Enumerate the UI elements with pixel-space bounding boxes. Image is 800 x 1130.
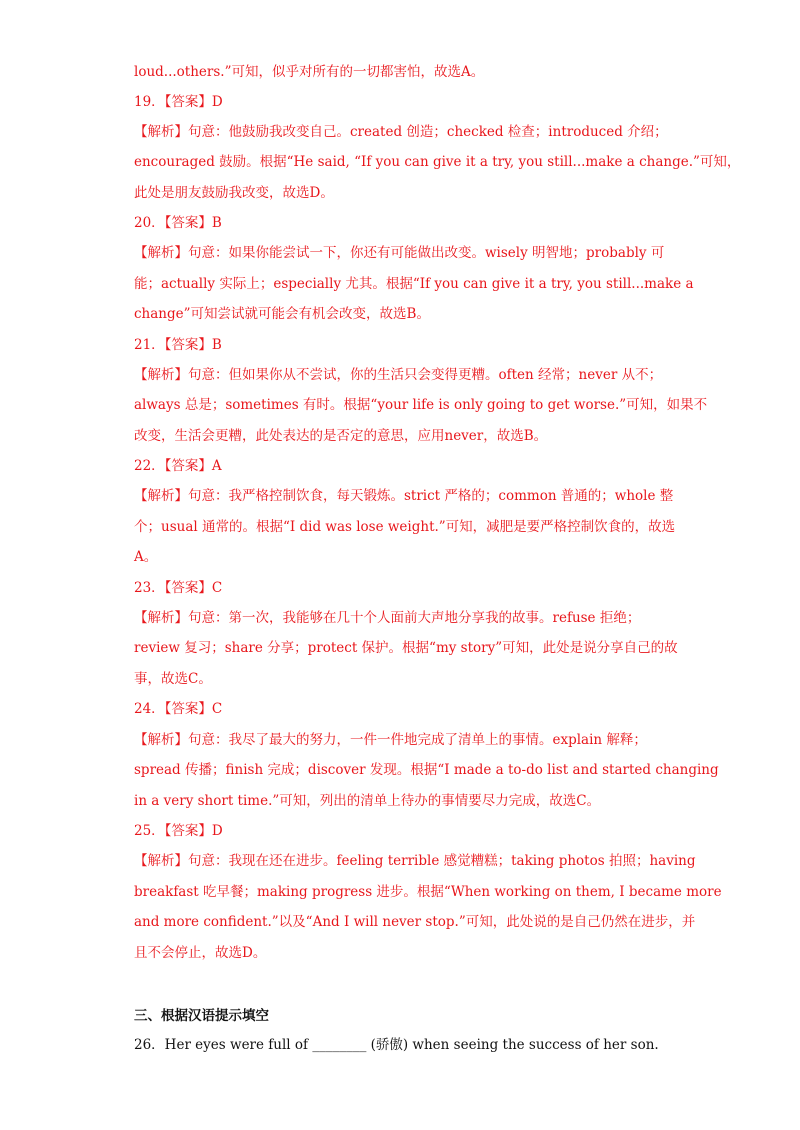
answer-line: change”可知尝试就可能会有机会改变，故选B。 [134,306,430,322]
answer-line: encouraged 鼓励。根据“He said, “If you can give it a try, you still...make a change.”可知， [134,154,741,170]
answer-line: 【解析】句意：我尽了最大的努力，一件一件地完成了清单上的事情。explain 解释； [134,732,647,748]
answer-line: 能；actually 实际上；especially 尤其。根据“If you can give it a try, you still...make a [134,276,694,292]
answer-line: 事，故选C。 [134,671,212,687]
question-26: 26．Her eyes were full of ________ (骄傲) when seeing the success of her son. [134,1037,659,1053]
answer-line: always 总是；sometimes 有时。根据“your life is only going to get worse.”可知，如果不 [134,397,708,413]
answer-line: review 复习；share 分享；protect 保护。根据“my story”可知，此处是说分享自己的故 [134,640,678,656]
answer-line: 25．【答案】D [134,823,223,839]
answer-line: 【解析】句意：第一次，我能够在几十个人面前大声地分享我的故事。refuse 拒绝； [134,610,641,626]
answer-line: loud...others.”可知，似乎对所有的一切都害怕，故选A。 [134,64,485,80]
answer-line: 改变，生活会更糟，此处表达的是否定的意思，应用never，故选B。 [134,428,548,444]
answer-line: 【解析】句意：我严格控制饮食，每天锻炼。strict 严格的；common 普通的；whole 整 [134,488,674,504]
answer-line: breakfast 吃早餐；making progress 进步。根据“When working on them, I became more [134,884,722,900]
answer-line: 个；usual 通常的。根据“I did was lose weight.”可知，减肥是要严格控制饮食的，故选 [134,519,676,535]
answer-line: 且不会停止，故选D。 [134,945,267,961]
answer-line: 【解析】句意：我现在还在进步。feeling terrible 感觉糟糕；taking photos 拍照；having [134,853,696,869]
answer-line: 【解析】句意：如果你能尝试一下，你还有可能做出改变。wisely 明智地；probably 可 [134,245,665,261]
answer-line: 20．【答案】B [134,215,222,231]
answer-line: 23．【答案】C [134,580,223,596]
answer-line: 【解析】句意：但如果你从不尝试，你的生活只会变得更糟。often 经常；never 从不； [134,367,663,383]
answer-line: 21．【答案】B [134,337,222,353]
answer-line: 19．【答案】D [134,94,223,110]
answer-line: and more confident.”以及“And I will never stop.”可知，此处说的是自己仍然在进步，并 [134,914,696,930]
answer-line: 此处是朋友鼓励我改变，故选D。 [134,185,334,201]
answer-line: 【解析】句意：他鼓励我改变自己。created 创造；checked 检查；introduced 介绍； [134,124,668,140]
answer-line: A。 [134,549,158,565]
answer-line: 24．【答案】C [134,701,223,717]
answer-line: spread 传播；finish 完成；discover 发现。根据“I made a to-do list and started changing [134,762,719,778]
answer-line: in a very short time.”可知，列出的清单上待办的事情要尽力完成，故选C。 [134,793,601,809]
section-heading: 三、根据汉语提示填空 [134,1008,269,1024]
answer-line: 22．【答案】A [134,458,222,474]
